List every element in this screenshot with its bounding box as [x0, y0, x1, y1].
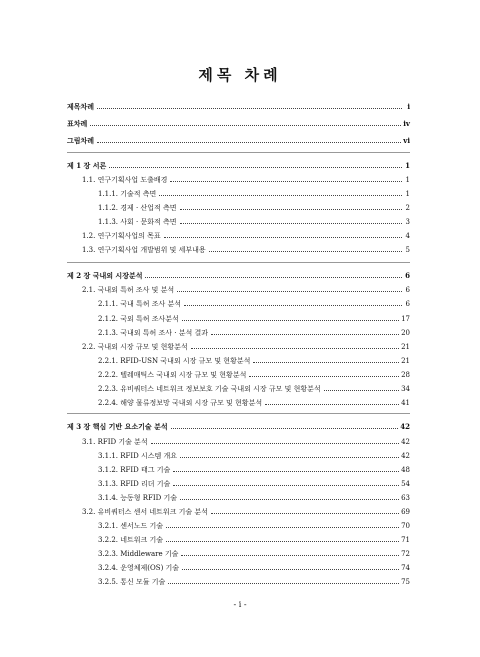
- dot-leader: [182, 319, 399, 321]
- dot-leader: [97, 141, 401, 143]
- page-number-footer: - i -: [233, 600, 247, 609]
- toc-entry-label: 2.2. 국내외 시장 규모 및 현황분석: [82, 343, 188, 351]
- toc-entry-label: 3.1.4. 능동형 RFID 기술: [98, 494, 178, 502]
- dot-leader: [180, 456, 399, 458]
- subsection-entry[interactable]: [98, 188, 410, 200]
- front-matter-entry[interactable]: [67, 135, 410, 147]
- toc-entry-page: 74: [401, 564, 410, 572]
- subsection-entry[interactable]: [98, 327, 410, 339]
- toc-entry-label: 1.1. 연구기획사업 도출배경: [82, 176, 168, 184]
- subsection-entry[interactable]: [98, 298, 410, 310]
- toc-entry-page: 1: [405, 176, 410, 184]
- section-entry[interactable]: [82, 436, 410, 448]
- toc-entry-label: 제 1 장 서론: [67, 161, 107, 170]
- front-matter-entry[interactable]: [67, 118, 410, 130]
- chapter-entry[interactable]: [67, 421, 410, 433]
- chapter-entry[interactable]: [67, 270, 410, 282]
- subsection-entry[interactable]: [98, 576, 410, 588]
- dot-leader: [145, 276, 402, 278]
- toc-entry-label: 3.2. 유비쿼터스 센서 네트워크 기술 분석: [82, 508, 208, 516]
- section-entry[interactable]: [82, 506, 410, 518]
- toc-entry-label: 3.2.4. 운영체제(OS) 기술: [98, 564, 180, 572]
- dot-leader: [265, 403, 399, 405]
- section-divider: [67, 262, 410, 263]
- toc-entry-page: 21: [401, 357, 410, 365]
- toc-entry-label: 제 3 장 핵심 기반 요소기술 분석: [67, 422, 168, 431]
- subsection-entry[interactable]: [98, 450, 410, 462]
- dot-leader: [151, 442, 399, 444]
- page-title: 제목 차례: [198, 66, 282, 84]
- toc-entry-page: iv: [403, 119, 410, 128]
- toc-entry-label: 그림차례: [67, 136, 95, 145]
- subsection-entry[interactable]: [98, 369, 410, 381]
- section-entry[interactable]: [82, 284, 410, 296]
- toc-entry-label: 1.3. 연구기획사업 개발범위 및 세부내용: [82, 246, 206, 254]
- toc-entry-page: 17: [401, 315, 410, 323]
- toc-entry-label: 3.1.1. RFID 시스템 개요: [98, 452, 178, 460]
- dot-leader: [209, 250, 402, 252]
- toc-entry-page: 4: [405, 232, 410, 240]
- subsection-entry[interactable]: [98, 216, 410, 228]
- toc-entry-label: 1.2. 연구기획사업의 목표: [82, 232, 161, 240]
- dot-leader: [159, 194, 402, 196]
- toc-entry-label: 2.1.1. 국내 특허 조사 분석: [98, 300, 182, 308]
- subsection-entry[interactable]: [98, 478, 410, 490]
- toc-entry-label: 2.2.2. 텔레매틱스 국내외 시장 규모 및 현황분석: [98, 371, 247, 379]
- toc-entry-label: 표차례: [67, 119, 88, 128]
- toc-entry-page: 5: [405, 246, 410, 254]
- toc-entry-label: 3.1.2. RFID 태그 기술: [98, 466, 171, 474]
- subsection-entry[interactable]: [98, 313, 410, 325]
- dot-leader: [181, 554, 399, 556]
- section-divider: [67, 413, 410, 414]
- dot-leader: [97, 107, 402, 109]
- dot-leader: [171, 427, 399, 429]
- dot-leader: [211, 512, 399, 514]
- dot-leader: [324, 389, 399, 391]
- toc-entry-page: 72: [401, 550, 410, 558]
- dot-leader: [177, 290, 402, 292]
- toc-entry-page: 34: [401, 385, 410, 393]
- toc-entry-label: 2.1.2. 국외 특허 조사분석: [98, 315, 179, 323]
- toc-entry-page: 3: [405, 218, 410, 226]
- toc-entry-page: vi: [403, 136, 410, 145]
- toc-entry-page: 6: [405, 271, 410, 280]
- subsection-entry[interactable]: [98, 383, 410, 395]
- toc-entry-page: 1: [405, 190, 410, 198]
- subsection-entry[interactable]: [98, 534, 410, 546]
- dot-leader: [170, 180, 402, 182]
- toc-entry-label: 3.2.3. Middleware 기술: [98, 550, 179, 558]
- toc-entry-page: 63: [401, 494, 410, 502]
- toc-entry-page: 70: [401, 522, 410, 530]
- toc-entry-page: 6: [405, 300, 410, 308]
- toc-entry-page: 54: [401, 480, 410, 488]
- dot-leader: [180, 208, 403, 210]
- toc-entry-label: 3.2.5. 통신 모듈 기술: [98, 578, 166, 586]
- dot-leader: [173, 484, 399, 486]
- toc-entry-page: 42: [401, 438, 410, 446]
- dot-leader: [166, 526, 399, 528]
- toc-entry-page: 2: [405, 204, 410, 212]
- subsection-entry[interactable]: [98, 397, 410, 409]
- dot-leader: [109, 166, 402, 168]
- subsection-entry[interactable]: [98, 202, 410, 214]
- dot-leader: [253, 361, 399, 363]
- toc-entry-page: 20: [401, 329, 410, 337]
- toc-entry-page: 69: [401, 508, 410, 516]
- chapter-entry[interactable]: [67, 160, 410, 172]
- toc-entry-label: 2.1. 국내외 특허 조사 및 분석: [82, 286, 175, 294]
- toc-entry-page: 75: [401, 578, 410, 586]
- dot-leader: [184, 304, 402, 306]
- toc-entry-label: 3.1.3. RFID 리더 기술: [98, 480, 171, 488]
- dot-leader: [180, 222, 403, 224]
- dot-leader: [164, 236, 402, 238]
- dot-leader: [166, 540, 399, 542]
- section-entry[interactable]: [82, 341, 410, 353]
- section-entry[interactable]: [82, 174, 410, 186]
- toc-entry-page: 21: [401, 343, 410, 351]
- toc-entry-label: 1.1.3. 사회 · 문화적 측면: [98, 218, 177, 226]
- subsection-entry[interactable]: [98, 492, 410, 504]
- dot-leader: [173, 470, 399, 472]
- toc-entry-label: 2.2.4. 해양 물류정보망 국내외 시장 규모 및 현황분석: [98, 399, 263, 407]
- toc-entry-page: 42: [400, 422, 410, 431]
- dot-leader: [182, 568, 399, 570]
- dot-leader: [191, 347, 399, 349]
- toc-entry-page: 42: [401, 452, 410, 460]
- toc-entry-page: i: [407, 102, 410, 111]
- toc-entry-page: 48: [401, 466, 410, 474]
- section-entry[interactable]: [82, 230, 410, 242]
- toc-entry-label: 1.1.2. 경제 · 산업적 측면: [98, 204, 177, 212]
- toc-entry-label: 2.1.3. 국내외 특허 조사 · 분석 결과: [98, 329, 208, 337]
- subsection-entry[interactable]: [98, 562, 410, 574]
- toc-entry-page: 28: [401, 371, 410, 379]
- toc-entry-label: 3.1. RFID 기술 분석: [82, 438, 148, 446]
- toc-entry-label: 3.2.1. 센서노드 기술: [98, 522, 164, 530]
- subsection-entry[interactable]: [98, 548, 410, 560]
- dot-leader: [180, 498, 399, 500]
- toc-entry-page: 6: [405, 286, 410, 294]
- toc-entry-page: 41: [401, 399, 410, 407]
- dot-leader: [168, 582, 399, 584]
- dot-leader: [90, 124, 401, 126]
- section-entry[interactable]: [82, 244, 410, 256]
- subsection-entry[interactable]: [98, 355, 410, 367]
- toc-entry-label: 3.2.2. 네트워크 기술: [98, 536, 164, 544]
- dot-leader: [211, 333, 399, 335]
- toc-entry-label: 2.2.3. 유비쿼터스 네트워크 정보보호 기술 국내외 시장 규모 및 현황분석: [98, 385, 321, 393]
- subsection-entry[interactable]: [98, 520, 410, 532]
- toc-entry-page: 71: [401, 536, 410, 544]
- section-divider: [67, 152, 410, 153]
- dot-leader: [249, 375, 399, 377]
- toc-entry-page: 1: [405, 161, 410, 170]
- toc-entry-label: 1.1.1. 기술적 측면: [98, 190, 157, 198]
- subsection-entry[interactable]: [98, 464, 410, 476]
- toc-entry-label: 제목차례: [67, 102, 95, 111]
- toc-entry-label: 제 2 장 국내외 시장분석: [67, 271, 143, 280]
- toc-entry-label: 2.2.1. RFID-USN 국내외 시장 규모 및 현황분석: [98, 357, 251, 365]
- front-matter-entry[interactable]: [67, 101, 410, 113]
